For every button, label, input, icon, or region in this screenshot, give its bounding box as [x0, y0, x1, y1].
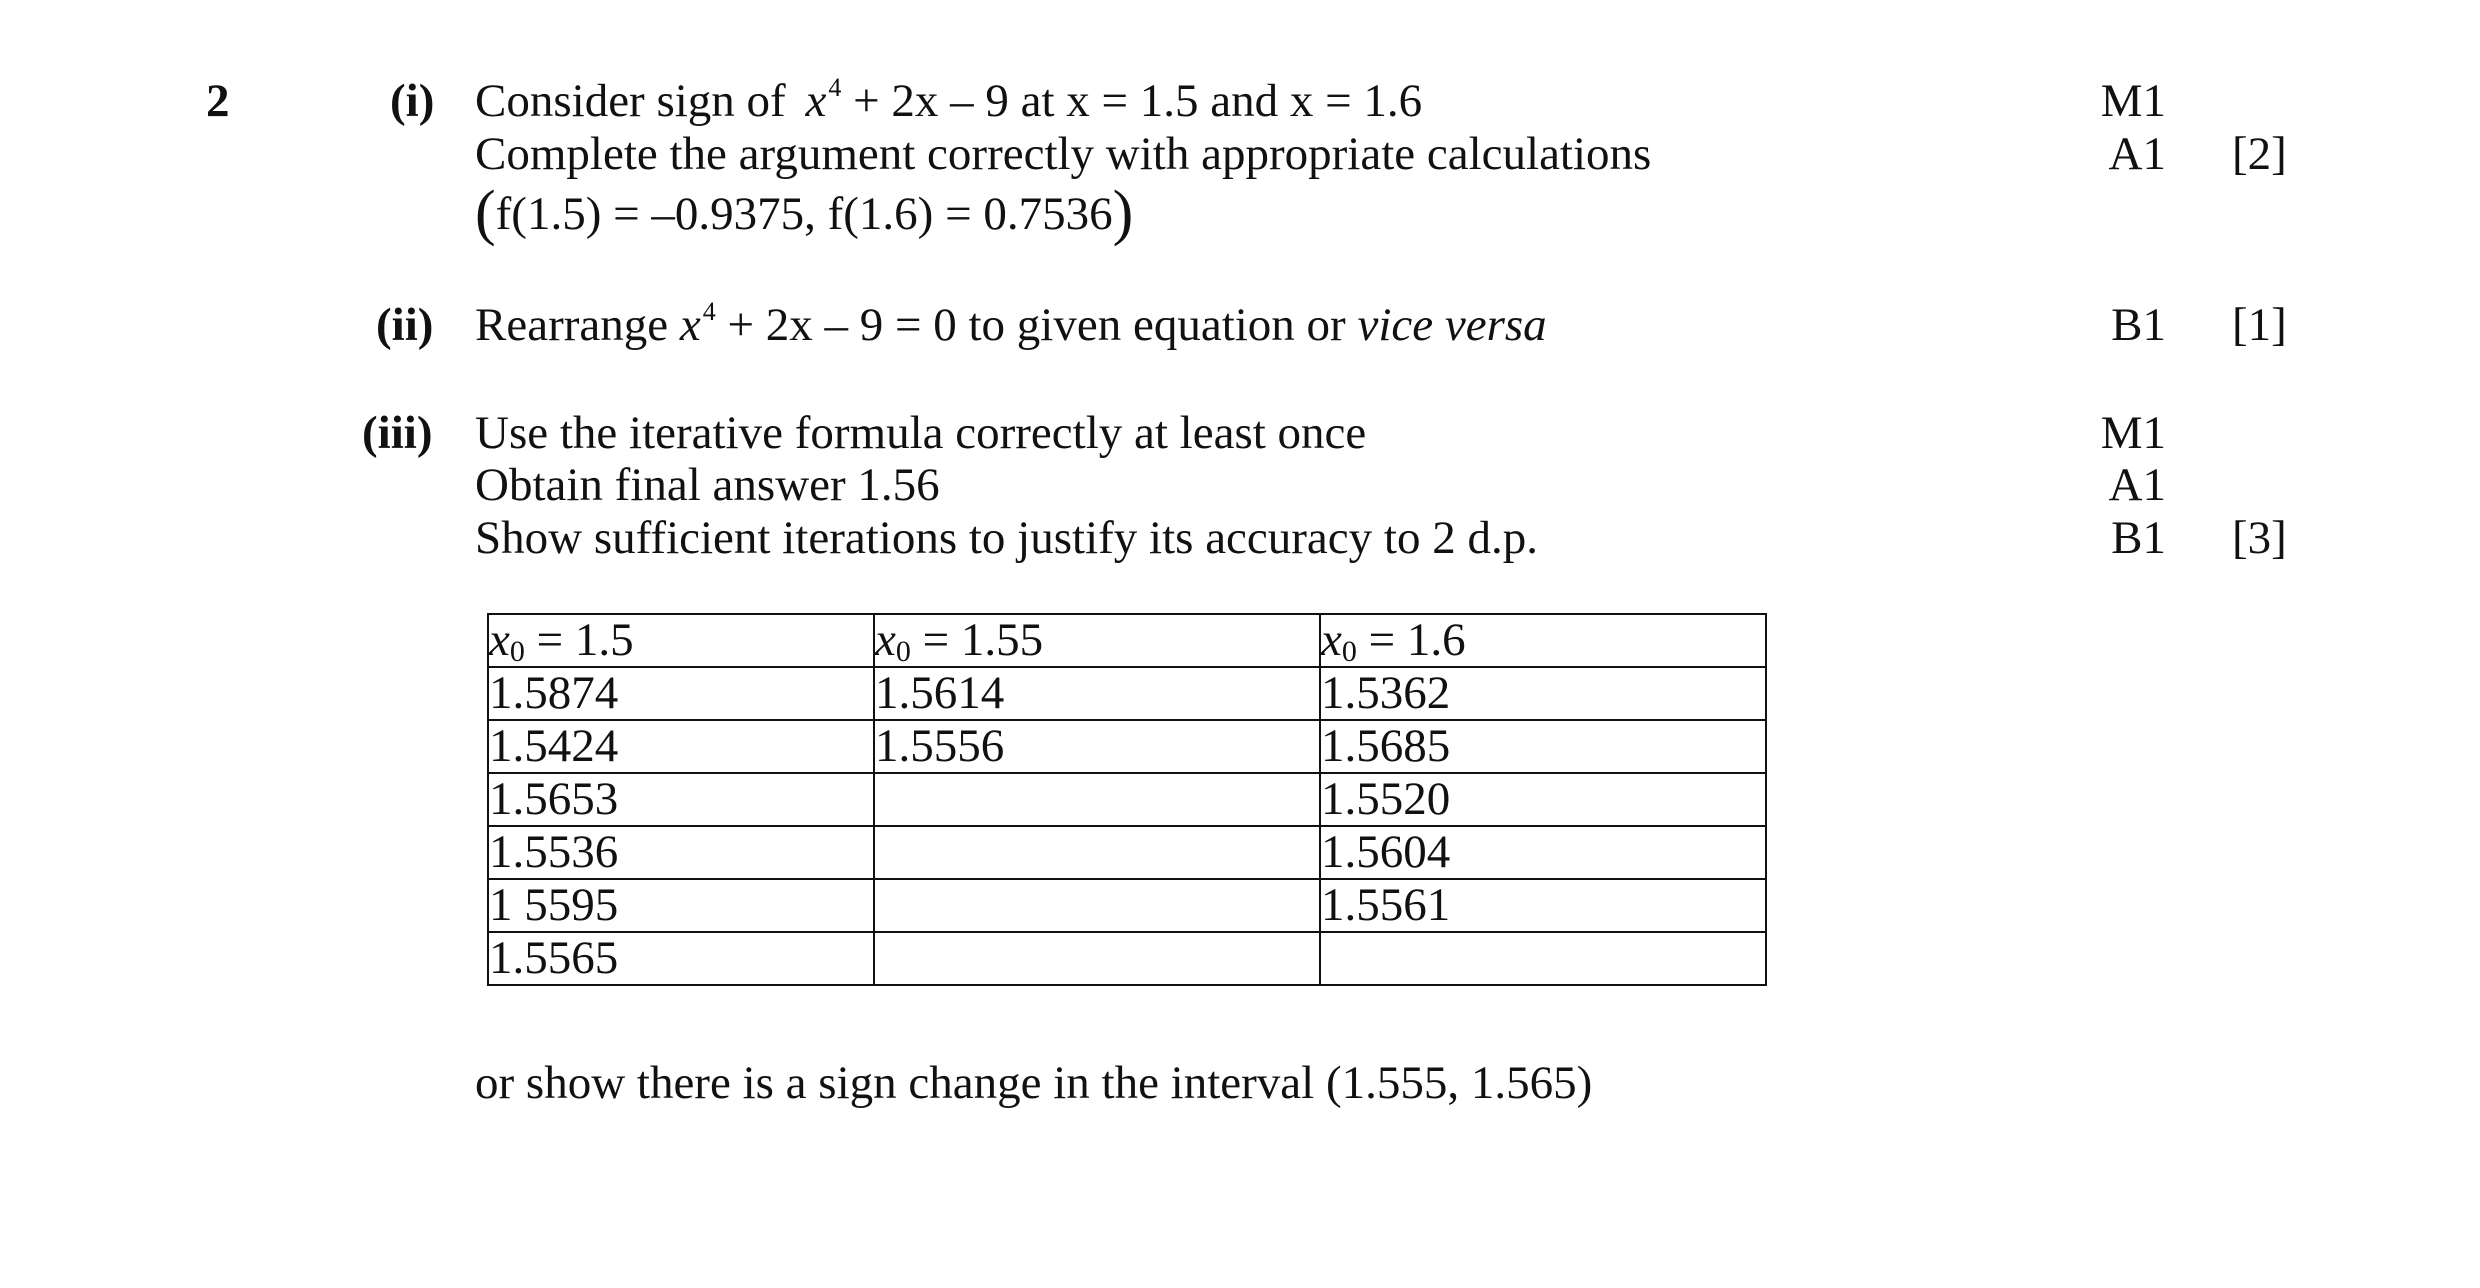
part-i-line3 [475, 178, 1134, 247]
part-i-expr-power: 4 [828, 73, 842, 102]
part-iii-mark-2: A1 [2108, 459, 2166, 511]
header-value: = 1.5 [536, 614, 634, 666]
table-cell: 1.5604 [1320, 826, 1766, 879]
part-iii-mark-3: B1 [2111, 512, 2166, 564]
part-i-function-values: f(1.5) = –0.9375, f(1.6) = 0.7536 [495, 188, 1113, 240]
table-cell: 1.5685 [1320, 720, 1766, 773]
table-cell [874, 879, 1320, 932]
part-iii-total: [3] [2232, 512, 2287, 564]
table-header-row [488, 614, 1766, 667]
part-ii-prefix: Rearrange [475, 299, 669, 351]
table-cell: 1.5556 [874, 720, 1320, 773]
header-sub: 0 [1341, 635, 1357, 668]
header-var: x [875, 614, 896, 666]
close-paren: ) [1112, 179, 1134, 247]
table-cell: 1.5424 [488, 720, 874, 773]
part-ii-line [475, 297, 1547, 351]
table-cell: 1.5565 [488, 932, 874, 985]
table-cell: 1.5874 [488, 667, 874, 720]
header-sub: 0 [895, 635, 911, 668]
table-cell: 1.5614 [874, 667, 1320, 720]
header-value: = 1.6 [1368, 614, 1466, 666]
table-header-cell [1320, 614, 1766, 667]
part-ii-expr-power: 4 [702, 297, 716, 326]
part-ii-expr-rest: + 2x – 9 = 0 to given equation or [727, 299, 1346, 351]
part-iii-label: (iii) [362, 407, 433, 459]
table-row [488, 667, 1766, 720]
part-ii-italic-text: vice versa [1357, 299, 1547, 351]
table-cell [874, 826, 1320, 879]
table-cell: 1.5653 [488, 773, 874, 826]
header-var: x [1321, 614, 1342, 666]
header-value: = 1.55 [922, 614, 1044, 666]
part-iii-line-1: Use the iterative formula correctly at least once [475, 407, 1367, 459]
iteration-table [487, 613, 1767, 986]
question-number: 2 [206, 75, 230, 127]
part-iii-mark-1: M1 [2100, 407, 2166, 459]
table-row [488, 826, 1766, 879]
table-header-cell [488, 614, 874, 667]
table-cell: 1.5362 [1320, 667, 1766, 720]
table-header-cell [874, 614, 1320, 667]
open-paren: ( [475, 179, 496, 247]
alternative-method-text: or show there is a sign change in the interval (1.555, 1.565) [475, 1057, 1593, 1109]
part-i-expr-rest: + 2x – 9 at x = 1.5 and x = 1.6 [853, 75, 1423, 127]
part-iii-line-3: Show sufficient iterations to justify its accuracy to 2 d.p. [475, 512, 1538, 564]
part-ii-label: (ii) [376, 299, 434, 351]
part-i-mark-1: M1 [2100, 75, 2166, 127]
table-row [488, 720, 1766, 773]
part-ii-expr-var: x [679, 299, 701, 351]
table-cell [874, 773, 1320, 826]
table-cell [874, 932, 1320, 985]
part-i-total: [2] [2232, 128, 2287, 180]
table-cell: 1.5520 [1320, 773, 1766, 826]
table-cell [1320, 932, 1766, 985]
table-cell: 1.5536 [488, 826, 874, 879]
part-ii-mark-1: B1 [2111, 299, 2166, 351]
table-row [488, 773, 1766, 826]
part-i-expr-var: x [805, 75, 827, 127]
header-sub: 0 [509, 635, 525, 668]
header-var: x [489, 614, 510, 666]
part-i-line1-prefix: Consider sign of [475, 75, 786, 127]
table-cell: 1 5595 [488, 879, 874, 932]
part-i-line1 [475, 73, 1423, 127]
table-cell: 1.5561 [1320, 879, 1766, 932]
part-i-mark-2: A1 [2108, 128, 2166, 180]
part-iii-line-2: Obtain final answer 1.56 [475, 459, 940, 511]
part-i-label: (i) [390, 75, 435, 127]
part-i-line2: Complete the argument correctly with appropriate calculations [475, 128, 1652, 180]
part-ii-total: [1] [2232, 299, 2287, 351]
table-row [488, 879, 1766, 932]
table-row [488, 932, 1766, 985]
